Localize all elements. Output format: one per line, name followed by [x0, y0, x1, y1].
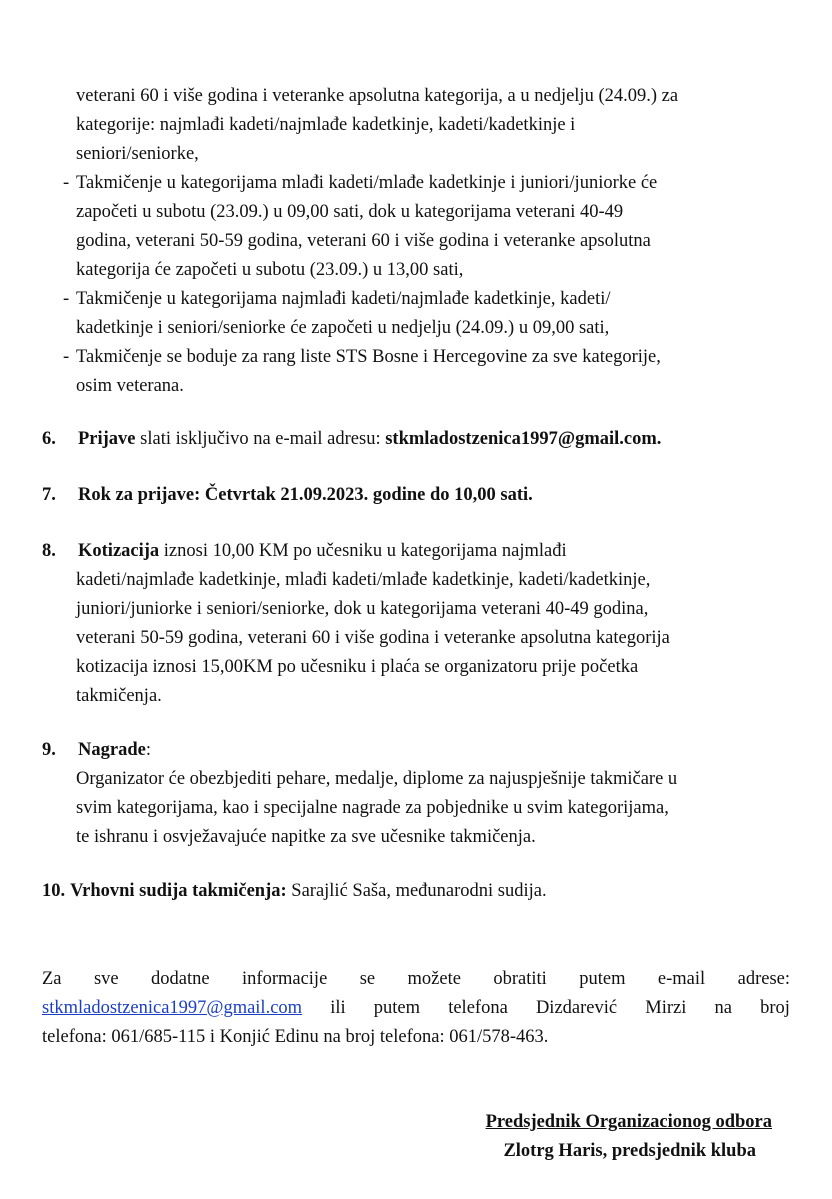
bullet-2-line-1: Takmičenje u kategorijama najmlađi kadeti/najmlađe kadetkinje, kadeti/ — [76, 289, 611, 309]
contact-word: se — [359, 969, 376, 989]
item-9-line-1: Organizator će obezbjediti pehare, medalje, diplome za najuspješnije takmičare u — [76, 769, 678, 789]
item-6-email: stkmladostzenica1997@gmail.com. — [385, 429, 662, 449]
item-10-text: Sarajlić Saša, međunarodni sudija. — [286, 881, 547, 901]
bullet-3-line-1: Takmičenje se boduje za rang liste STS Bosne i Hercegovine za sve kategorije, — [76, 347, 661, 367]
item-10-label: Vrhovni sudija takmičenja: — [70, 881, 287, 901]
bullet-dash: - — [63, 347, 70, 367]
item-8-line-5: kotizacija iznosi 15,00KM po učesniku i plaća se organizatoru prije početka — [76, 657, 639, 677]
item-10-number: 10. — [42, 881, 66, 901]
item-7-number: 7. — [42, 485, 56, 505]
item-6-label: Prijave — [78, 429, 136, 449]
bullet-dash: - — [63, 173, 70, 193]
item-6-number: 6. — [42, 429, 56, 449]
contact-word: telefona — [448, 998, 508, 1018]
bullet-dash: - — [63, 289, 70, 309]
contact-word: putem — [579, 969, 626, 989]
item-8-first-line: iznosi 10,00 KM po učesniku u kategorijama najmlađi — [159, 541, 567, 561]
contact-line-2 — [42, 995, 790, 1021]
contact-word: adrese: — [737, 969, 790, 989]
contact-word: Za — [42, 969, 62, 989]
bullet-1-line-1: Takmičenje u kategorijama mlađi kadeti/mlađe kadetkinje i juniori/juniorke će — [76, 173, 658, 193]
bullet-2-line-2: kadetkinje i seniori/seniorke će započeti u nedjelju (24.09.) u 09,00 sati, — [76, 318, 610, 338]
contact-word: možete — [407, 969, 461, 989]
item-10 — [42, 878, 547, 904]
contact-word: dodatne — [151, 969, 210, 989]
signature-name: Zlotrg Haris, predsjednik kluba — [503, 1141, 756, 1161]
item-6-text: slati isključivo na e-mail adresu: — [135, 429, 386, 449]
item-8 — [42, 538, 567, 564]
bullet-3-line-2: osim veterana. — [76, 376, 184, 396]
item-9-label: Nagrade — [78, 740, 146, 760]
contact-word: putem — [373, 998, 421, 1018]
item-9-number: 9. — [42, 740, 56, 760]
contact-word: na — [714, 998, 732, 1018]
contact-word: informacije — [242, 969, 328, 989]
continuation-line-3: seniori/seniorke, — [76, 144, 199, 164]
contact-word: broj — [760, 998, 790, 1018]
contact-word: Mirzi — [645, 998, 687, 1018]
contact-line-1 — [42, 966, 790, 992]
item-8-label: Kotizacija — [78, 541, 160, 561]
bullet-1-line-3: godina, veterani 50-59 godina, veterani 60 i više godina i veteranke apsolutna — [76, 231, 651, 251]
signature-title: Predsjednik Organizacionog odbora — [485, 1112, 772, 1132]
item-8-line-2: kadeti/najmlađe kadetkinje, mlađi kadeti/mlađe kadetkinje, kadeti/kadetkinje, — [76, 570, 651, 590]
item-9-line-2: svim kategorijama, kao i specijalne nagrade za pobjednike u svim kategorijama, — [76, 798, 669, 818]
contact-line-3: telefona: 061/685-115 i Konjić Edinu na broj telefona: 061/578-463. — [42, 1027, 549, 1047]
item-7 — [42, 482, 533, 508]
item-9-line-3: te ishranu i osvježavajuće napitke za sve učesnike takmičenja. — [76, 827, 536, 847]
item-9 — [42, 737, 151, 763]
contact-word: ili — [330, 998, 346, 1018]
contact-word: obratiti — [493, 969, 547, 989]
continuation-line-2: kategorije: najmlađi kadeti/najmlađe kadetkinje, kadeti/kadetkinje i — [76, 115, 576, 135]
contact-email-link[interactable]: stkmladostzenica1997@gmail.com — [42, 998, 303, 1018]
bullet-1-line-2: započeti u subotu (23.09.) u 09,00 sati, dok u kategorijama veterani 40-49 — [76, 202, 624, 222]
item-8-line-6: takmičenja. — [76, 686, 162, 706]
contact-word: e-mail — [657, 969, 706, 989]
item-8-line-4: veterani 50-59 godina, veterani 60 i više godina i veteranke apsolutna kategorija — [76, 628, 670, 648]
item-6 — [42, 426, 661, 452]
bullet-1-line-4: kategorija će započeti u subotu (23.09.) u 13,00 sati, — [76, 260, 464, 280]
contact-word: sve — [93, 969, 119, 989]
item-8-number: 8. — [42, 541, 56, 561]
item-7-text: Rok za prijave: Četvrtak 21.09.2023. godine do 10,00 sati. — [78, 485, 533, 505]
continuation-line-1: veterani 60 i više godina i veteranke apsolutna kategorija, a u nedjelju (24.09.) za — [76, 86, 679, 106]
item-8-line-3: juniori/juniorke i seniori/seniorke, dok u kategorijama veterani 40-49 godina, — [76, 599, 649, 619]
item-9-colon: : — [145, 740, 151, 760]
contact-word: Dizdarević — [535, 998, 618, 1018]
